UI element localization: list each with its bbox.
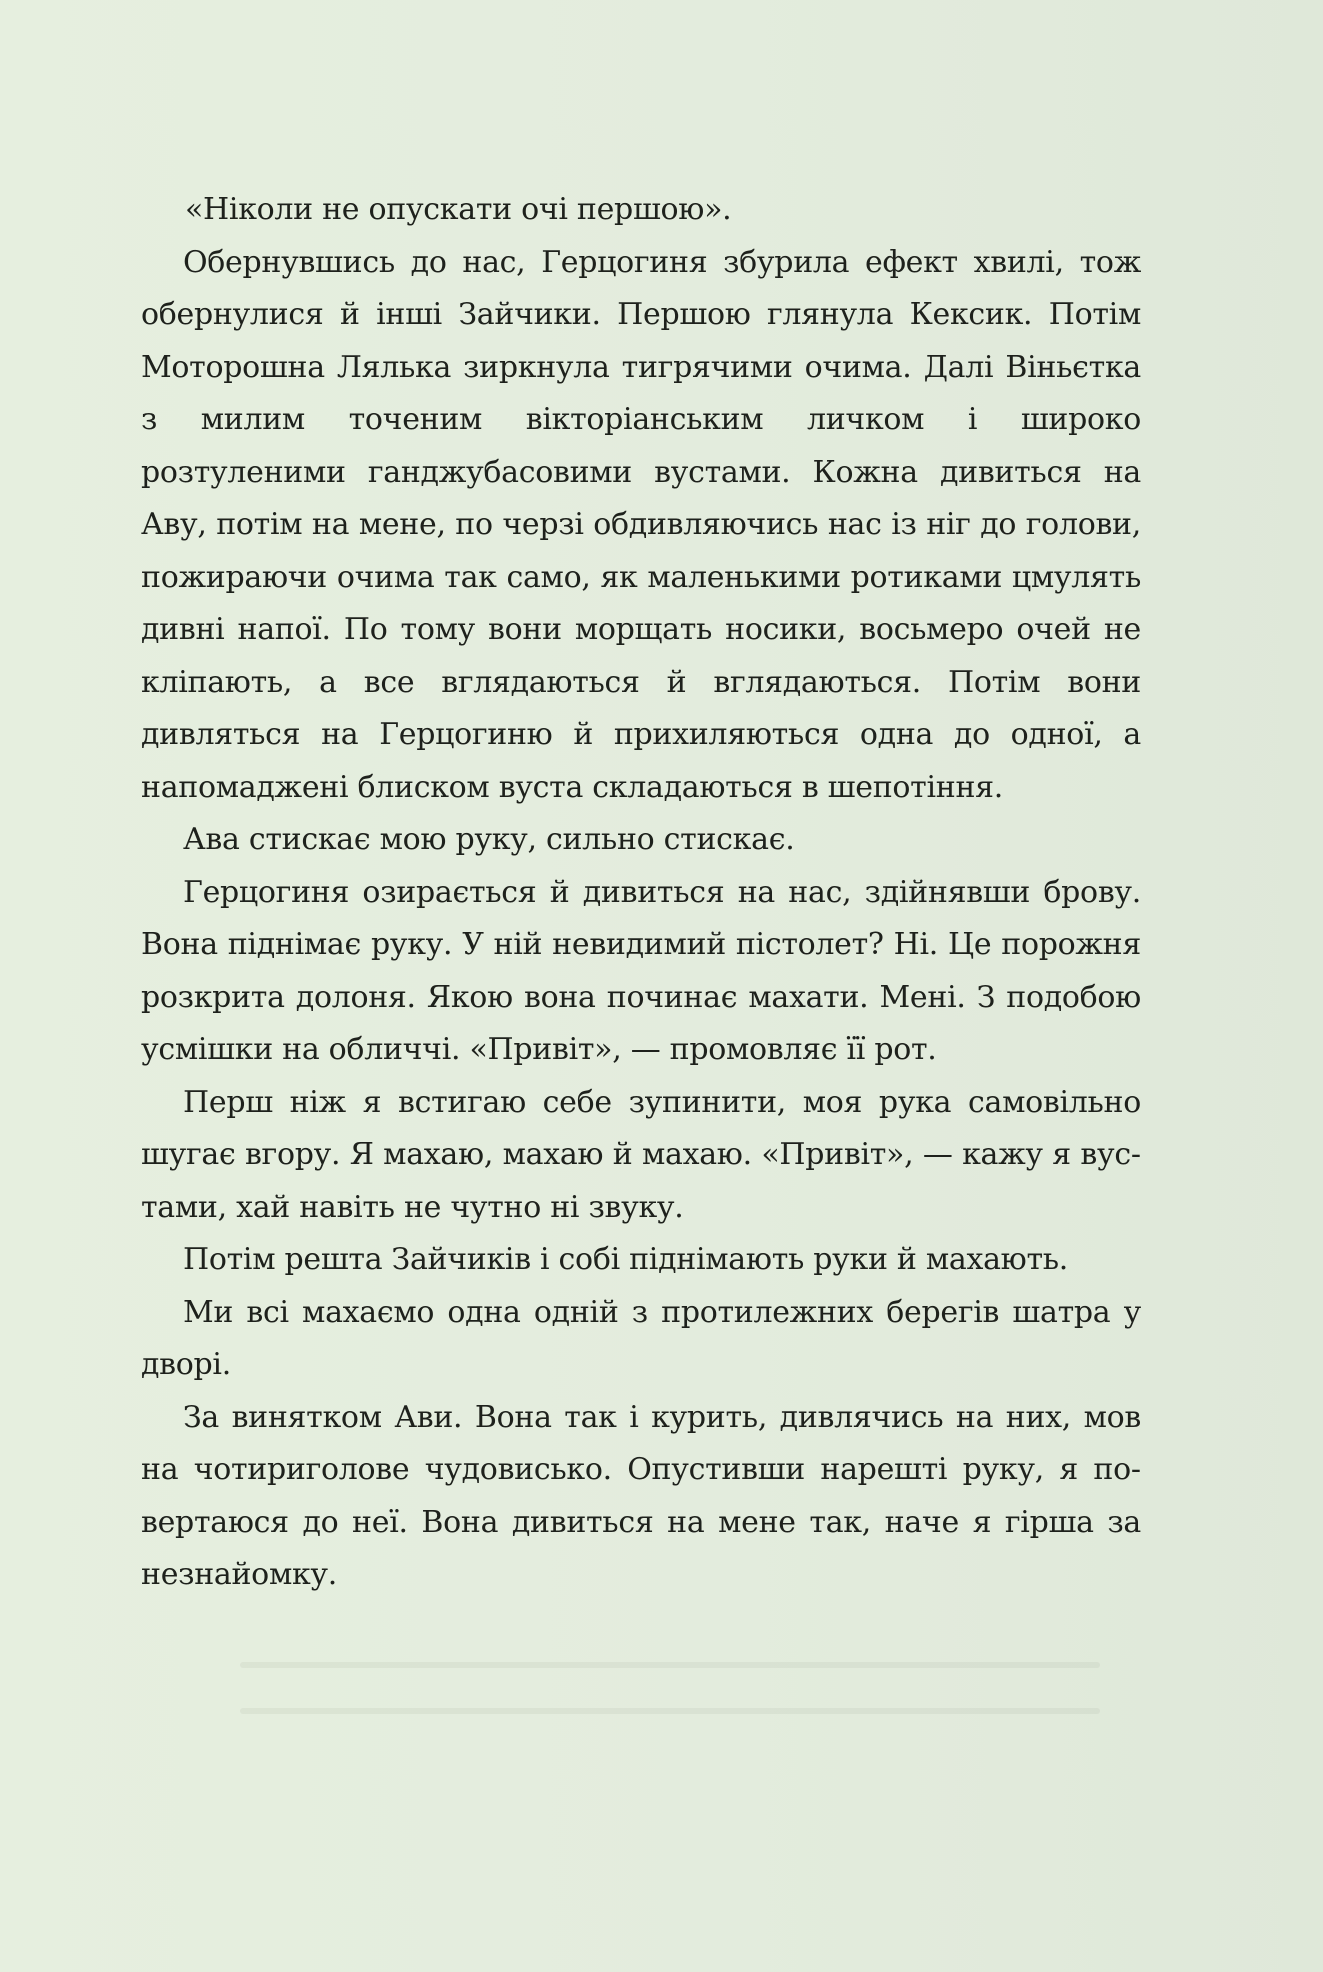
paragraph: Герцогиня озирається й дивиться на нас, здійнявши брову. Вона піднімає руку. У ній невидимий пістолет? Ні. Це порожня розкрита долоня. Якою вона починає махати. Мені. З подобою усмішки на обличчі. «Привіт», — промовляє її рот. <box>141 874 1141 1067</box>
paragraph: За винятком Ави. Вона так і курить, дивлячись на них, мов на чотириголове чудовисько. Опустивши нарешті руку, я повертаюся до неї. Вона дивиться на мене так, наче я гірша за незнайомку. <box>141 1399 1141 1592</box>
paragraph: «Ніколи не опускати очі першою». <box>185 192 732 227</box>
paragraph: Потім решта Зайчиків і собі піднімають руки й махають. <box>183 1242 1069 1277</box>
paragraph: Ава стискає мою руку, сильно стискає. <box>183 822 795 857</box>
paragraph: Перш ніж я встигаю себе зупинити, моя рука самовільно шугає вгору. Я махаю, махаю й махаю. «Привіт», — кажу я вустами, хай навіть не чутно ні звуку. <box>141 1084 1141 1225</box>
paragraph: Обернувшись до нас, Герцогиня збурила ефект хвилі, тож обернулися й інші Зайчики. Першою глянула Кексик. Потім Моторошна Лялька зиркнула тигрячими очима. Далі Віньєтка з милим точеним вікторіанським личком і широко розтуленими ганджубасовими вустами. Кожна дивиться на Аву, потім на мене, по черзі обдивляючись нас із ніг до голови, пожираючи очима так само, як маленькими ротиками цмулять дивні напої. По тому вони морщать носики, восьмеро очей не кліпають, а все вглядаються й вглядаються. Потім вони дивляться на Герцогиню й прихиляються одна до одної, а напомаджені блиском вуста складаються в шепотіння. <box>141 244 1141 805</box>
show-through-line <box>240 1662 1100 1668</box>
show-through-line <box>240 1708 1100 1714</box>
paragraph: Ми всі махаємо одна одній з протилежних берегів шатра у дворі. <box>141 1294 1141 1382</box>
page-text <box>141 184 1141 1602</box>
